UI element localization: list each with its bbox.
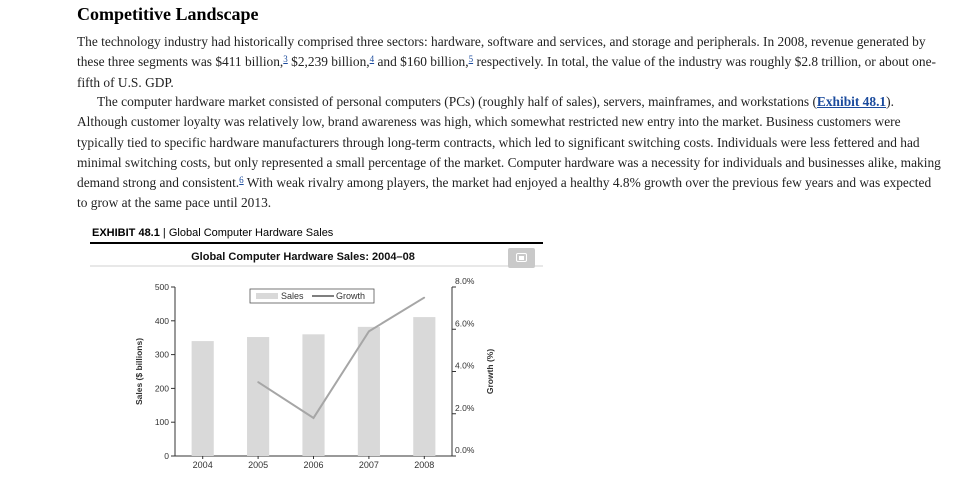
p1-text-4: respectively. In total, the value of the industry was roughly $2.8 trillion, or about one-fifth of U.S. GDP. <box>77 54 936 90</box>
p2-text-2: ). Although customer loyalty was relatively low, brand awareness was high, which somewhat restricted new entry into the market. Business customers were typically tied to specific hardware manufacturers through long-term contracts, which led to significant switching costs. Individuals were less fettered and had minimal switching costs, but only represented a small percentage of the market. Computer hardware was a necessity for individuals and businesses alike, making demand strong and consistent. <box>77 94 941 191</box>
growth-point <box>368 331 370 333</box>
sales-bar <box>413 317 435 456</box>
y2-tick-label: 8.0% <box>455 276 475 286</box>
sales-bar <box>192 341 214 456</box>
x-tick-label: 2004 <box>192 460 213 470</box>
x-tick-label: 2007 <box>358 460 379 470</box>
p2-text-3: With weak rivalry among players, the market had enjoyed a healthy 4.8% growth over the previous few years and was expected to grow at the same pace until 2013. <box>77 175 932 211</box>
p1-text-1: The technology industry had historically comprised three sectors: hardware, software and services, and storage and peripherals. In 2008, revenue generated by these three segments was $411 billion, <box>77 34 926 70</box>
exhibit-rule <box>90 242 543 244</box>
exhibit-caption-text: Global Computer Hardware Sales <box>168 227 334 239</box>
x-tick-label: 2005 <box>248 460 269 470</box>
p2-text-1: The computer hardware market consisted of personal computers (PCs) (roughly half of sales), servers, mainframes, and workstations ( <box>97 94 817 109</box>
growth-point <box>257 381 259 383</box>
growth-line <box>258 298 424 418</box>
y2-tick-label: 6.0% <box>455 318 475 329</box>
legend-label-sales: Sales <box>281 291 304 301</box>
paragraph-hardware-market <box>77 92 943 214</box>
y-tick-label: 500 <box>154 282 169 292</box>
y-tick-label: 0 <box>164 451 169 461</box>
y2-axis-label: Growth (%) <box>485 348 495 395</box>
y-axis-label: Sales ($ billions) <box>134 337 144 406</box>
y2-tick-label: 2.0% <box>455 402 475 413</box>
footnote-ref-5[interactable]: 5 <box>468 54 474 65</box>
growth-point <box>424 297 426 299</box>
paragraph-industry-overview <box>77 32 943 93</box>
footnote-ref-3[interactable]: 3 <box>283 54 288 65</box>
exhibit-link[interactable]: Exhibit 48.1 <box>816 94 887 109</box>
p1-text-2: $2,239 billion, <box>287 54 370 70</box>
chart-expand-button[interactable] <box>508 248 535 268</box>
legend-swatch-sales <box>256 293 278 299</box>
y-tick-label: 300 <box>154 349 169 360</box>
exhibit-caption <box>92 227 333 239</box>
sales-chart <box>90 245 545 477</box>
growth-point <box>313 417 315 419</box>
x-tick-label: 2006 <box>303 460 324 470</box>
y-tick-label: 400 <box>154 315 169 326</box>
sales-bar <box>302 334 324 456</box>
sales-bar <box>358 327 380 456</box>
y2-tick-label: 4.0% <box>455 360 475 371</box>
footnote-ref-6[interactable]: 6 <box>239 175 244 186</box>
y2-tick-label: 0.0% <box>455 445 475 455</box>
footnote-ref-4[interactable]: 4 <box>369 54 375 65</box>
p1-text-3: and $160 billion, <box>374 54 469 70</box>
legend-label-growth: Growth <box>336 291 366 301</box>
section-title: Competitive Landscape <box>77 4 259 24</box>
exhibit-label: EXHIBIT 48.1 <box>92 227 160 239</box>
y-tick-label: 100 <box>154 417 169 428</box>
sales-bar <box>247 337 269 456</box>
chart-title: Global Computer Hardware Sales: 2004–08 <box>191 251 415 263</box>
x-tick-label: 2008 <box>414 460 435 470</box>
chat-bubble-icon <box>516 253 527 262</box>
exhibit-separator: | <box>159 227 169 239</box>
y-tick-label: 200 <box>154 383 169 394</box>
